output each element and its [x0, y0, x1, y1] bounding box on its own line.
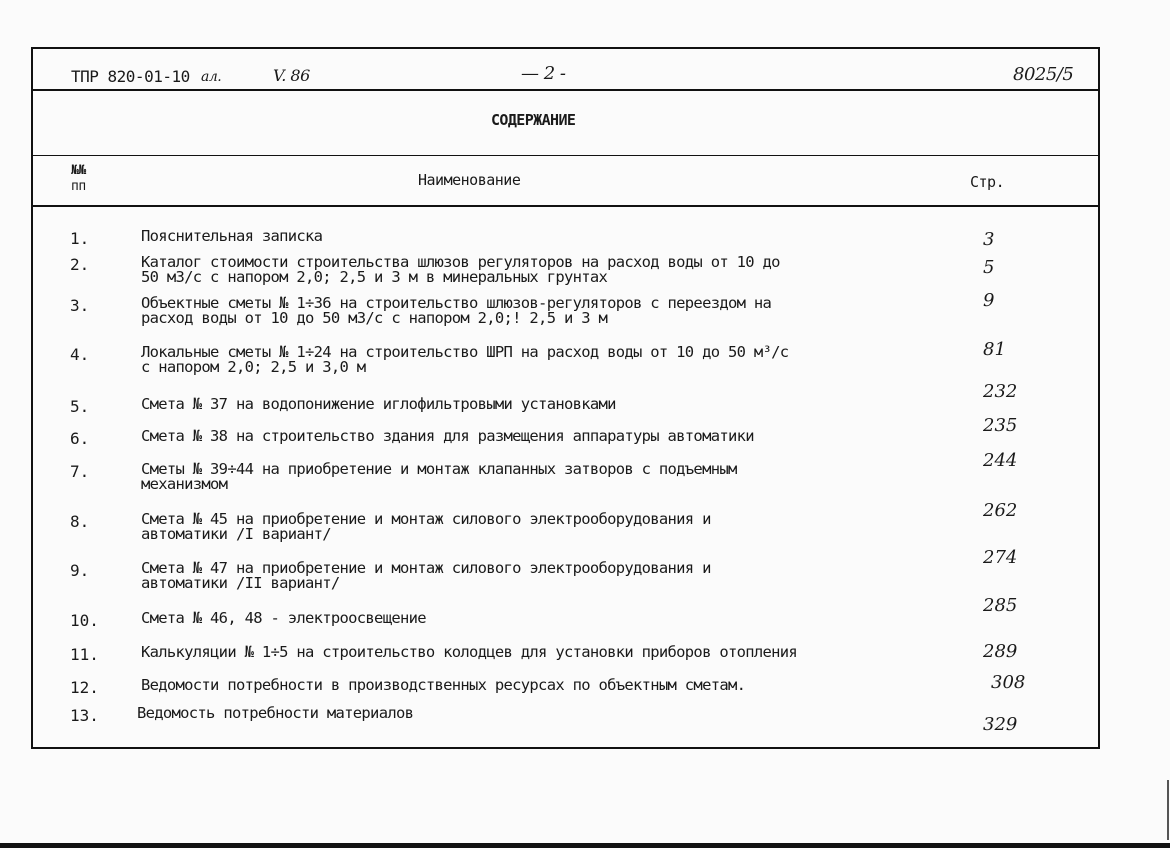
row-number: 12.	[70, 678, 99, 697]
row-number: 1.	[70, 229, 90, 248]
row-name-line2: механизмом	[141, 475, 228, 493]
row-name-line2: расход воды от 10 до 50 м3/с с напором 2,0;! 2,5 и 3 м	[141, 309, 608, 327]
row-name-line1: Каталог стоимости строительства шлюзов регуляторов на расход воды от 10 до	[141, 253, 780, 271]
row-name: Пояснительная записка	[141, 227, 323, 245]
row-name: Ведомость потребности материалов	[137, 704, 414, 722]
row-page: 262	[983, 500, 1018, 521]
row-name: Смета № 37 на водопонижение иглофильтровыми установками	[141, 395, 616, 413]
header-divider	[33, 89, 1098, 91]
album-number: V. 86	[273, 66, 310, 85]
row-name-line2: 50 м3/с с напором 2,0; 2,5 и 3 м в минеральных грунтах	[141, 268, 608, 286]
row-page: 81	[983, 339, 1006, 360]
row-name-line1: Объектные сметы № 1÷36 на строительство шлюзов-регуляторов с переездом на	[141, 294, 772, 312]
row-number: 5.	[70, 397, 90, 416]
row-page: 308	[991, 672, 1026, 693]
title-divider	[33, 155, 1098, 156]
row-page: 329	[983, 714, 1018, 735]
col-name: Наименование	[418, 171, 521, 189]
album-label: ал.	[201, 69, 222, 85]
row-name: Смета № 38 на строительство здания для размещения аппаратуры автоматики	[141, 427, 754, 445]
scan-right-edge	[1167, 780, 1169, 840]
row-page: 5	[983, 257, 995, 278]
page-title: СОДЕРЖАНИЕ	[491, 111, 576, 129]
row-number: 3.	[70, 296, 90, 315]
col-number-line1: №№	[71, 163, 86, 178]
row-name-line1: Смета № 45 на приобретение и монтаж силового электрооборудования и	[141, 510, 711, 528]
page-marker: — 2 -	[521, 63, 566, 84]
row-name-line2: автоматики /II вариант/	[141, 574, 340, 592]
row-page: 289	[983, 641, 1018, 662]
row-name-line1: Сметы № 39÷44 на приобретение и монтаж клапанных затворов с подъемным	[141, 460, 737, 478]
row-page: 244	[983, 450, 1018, 471]
row-number: 8.	[70, 512, 90, 531]
scan-bottom-edge	[0, 843, 1170, 848]
doc-code: ТПР 820-01-10	[71, 67, 190, 86]
row-number: 11.	[70, 645, 99, 664]
row-number: 7.	[70, 462, 90, 481]
row-name: Калькуляции № 1÷5 на строительство колодцев для установки приборов отопления	[141, 643, 798, 661]
row-page: 235	[983, 415, 1018, 436]
col-number-line2: пп	[71, 179, 86, 194]
row-name-line2: автоматики /I вариант/	[141, 525, 331, 543]
row-number: 13.	[70, 706, 99, 725]
row-number: 10.	[70, 611, 99, 630]
row-name: Смета № 46, 48 - электроосвещение	[141, 609, 426, 627]
column-header-divider	[33, 205, 1098, 207]
row-name: Ведомости потребности в производственных ресурсах по объектным сметам.	[141, 676, 746, 694]
document-frame	[31, 47, 1100, 749]
row-number: 9.	[70, 561, 90, 580]
row-number: 4.	[70, 345, 90, 364]
row-page: 274	[983, 547, 1018, 568]
row-page: 3	[983, 229, 995, 250]
row-name-line2: с напором 2,0; 2,5 и 3,0 м	[141, 358, 366, 376]
inventory-number: 8025/5	[1013, 64, 1074, 85]
col-page: Стр.	[970, 173, 1005, 191]
row-name-line1: Смета № 47 на приобретение и монтаж силового электрооборудования и	[141, 559, 711, 577]
row-number: 6.	[70, 429, 90, 448]
row-page: 285	[983, 595, 1018, 616]
row-page: 232	[983, 381, 1018, 402]
row-number: 2.	[70, 255, 90, 274]
row-name-line1: Локальные сметы № 1÷24 на строительство ШРП на расход воды от 10 до 50 м³/с	[141, 343, 789, 361]
row-page: 9	[983, 290, 995, 311]
